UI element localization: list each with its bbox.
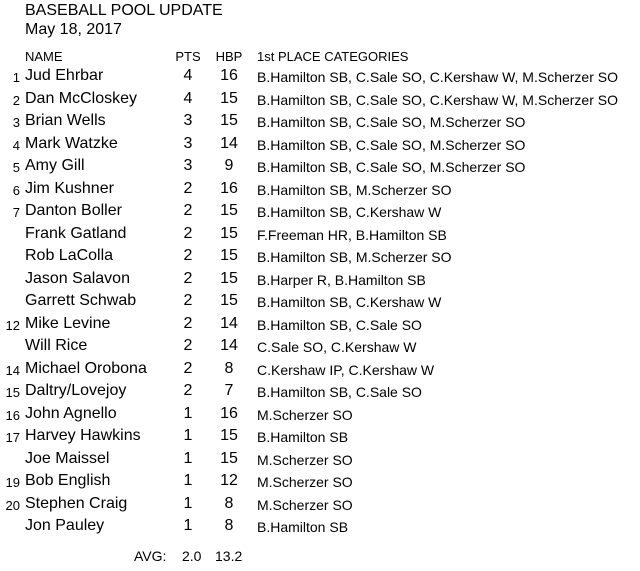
points-cell: 2: [183, 247, 193, 264]
hbp-cell: 14: [220, 314, 238, 332]
table-row: [0, 470, 640, 493]
points-cell: 3: [183, 157, 193, 174]
column-header-hbp: HBP: [215, 49, 243, 64]
rank-cell: 3: [12, 115, 20, 130]
points-cell: 2: [183, 314, 193, 332]
categories-cell: B.Hamilton SB, C.Sale SO, M.Scherzer SO: [257, 159, 526, 175]
table-row: [0, 155, 640, 178]
avg-pts: 2.0: [182, 548, 202, 564]
points-cell: 2: [183, 382, 193, 399]
table-row: [0, 380, 640, 403]
hbp-cell: 15: [220, 427, 238, 444]
hbp-cell: 15: [220, 247, 238, 264]
column-header-categories: 1st PLACE CATEGORIES: [257, 49, 409, 64]
rank-cell: 1: [12, 70, 20, 85]
rank-cell: 4: [12, 137, 20, 153]
player-name: Jon Pauley: [25, 517, 105, 534]
hbp-cell: 15: [220, 449, 238, 467]
categories-cell: B.Hamilton SB, C.Sale SO: [257, 384, 422, 400]
hbp-cell: 9: [224, 157, 234, 174]
player-name: Joe Maissel: [25, 449, 110, 467]
report-title: BASEBALL POOL UPDATE: [25, 2, 223, 19]
categories-cell: B.Hamilton SB: [257, 429, 349, 445]
hbp-cell: 15: [220, 269, 238, 287]
table-row: [0, 200, 640, 223]
points-cell: 3: [183, 134, 193, 152]
rank-cell: 2: [12, 92, 20, 108]
points-cell: 2: [183, 179, 193, 197]
points-cell: 2: [183, 269, 193, 287]
player-name: Amy Gill: [25, 157, 85, 174]
player-name: Brian Wells: [25, 112, 106, 129]
player-name: John Agnello: [25, 404, 117, 422]
hbp-cell: 8: [224, 494, 234, 512]
rank-cell: 20: [5, 497, 20, 513]
column-header-pts: PTS: [175, 49, 201, 64]
player-name: Frank Gatland: [25, 224, 127, 242]
categories-cell: B.Harper R, B.Hamilton SB: [257, 271, 426, 288]
column-header-name: NAME: [25, 49, 63, 64]
rank-cell: 15: [5, 385, 20, 400]
hbp-cell: 14: [220, 134, 238, 152]
hbp-cell: 7: [224, 382, 234, 399]
rank-cell: 6: [12, 182, 20, 198]
categories-cell: B.Hamilton SB, C.Sale SO, C.Kershaw W, M.Scherzer SO: [257, 91, 618, 108]
points-cell: 2: [183, 359, 193, 377]
categories-cell: B.Hamilton SB, C.Sale SO, M.Scherzer SO: [257, 136, 526, 153]
categories-cell: C.Sale SO, C.Kershaw W: [257, 339, 417, 355]
player-name: Harvey Hawkins: [25, 427, 141, 444]
categories-cell: B.Hamilton SB, C.Sale SO: [257, 316, 422, 333]
player-name: Bob English: [25, 472, 111, 489]
table-row: [0, 425, 640, 448]
categories-cell: M.Scherzer SO: [257, 474, 353, 490]
categories-cell: B.Hamilton SB, C.Kershaw W: [257, 294, 442, 310]
table-row: [0, 88, 640, 111]
table-row: [0, 448, 640, 471]
hbp-cell: 15: [220, 292, 238, 309]
table-row: [0, 133, 640, 156]
player-name: Stephen Craig: [25, 494, 128, 512]
report-date: May 18, 2017: [25, 21, 122, 38]
rank-cell: 14: [5, 362, 20, 378]
categories-cell: B.Hamilton SB: [257, 519, 349, 535]
points-cell: 1: [183, 517, 193, 534]
hbp-cell: 15: [220, 89, 238, 107]
hbp-cell: 15: [220, 224, 238, 242]
hbp-cell: 15: [220, 112, 238, 129]
categories-cell: M.Scherzer SO: [257, 406, 353, 423]
points-cell: 4: [183, 67, 193, 84]
categories-cell: B.Hamilton SB, M.Scherzer SO: [257, 249, 452, 265]
player-name: Garrett Schwab: [25, 292, 137, 309]
points-cell: 4: [183, 89, 193, 107]
table-row: [0, 178, 640, 201]
categories-cell: C.Kershaw IP, C.Kershaw W: [257, 361, 435, 378]
rank-cell: 17: [5, 430, 20, 445]
categories-cell: B.Hamilton SB, C.Kershaw W: [257, 204, 442, 220]
player-name: Daltry/Lovejoy: [25, 382, 127, 399]
hbp-cell: 14: [220, 337, 238, 354]
player-name: Jud Ehrbar: [25, 67, 104, 84]
table-row: [0, 110, 640, 133]
points-cell: 2: [183, 202, 193, 219]
player-name: Mark Watzke: [25, 134, 118, 152]
rank-cell: 5: [12, 160, 20, 175]
standings-table: [0, 65, 640, 538]
table-row: [0, 290, 640, 313]
hbp-cell: 16: [220, 404, 238, 422]
points-cell: 1: [183, 427, 193, 444]
categories-cell: B.Hamilton SB, M.Scherzer SO: [257, 181, 452, 198]
hbp-cell: 8: [224, 359, 234, 377]
hbp-cell: 15: [220, 202, 238, 219]
points-cell: 2: [183, 337, 193, 354]
points-cell: 1: [183, 472, 193, 489]
player-name: Jim Kushner: [25, 179, 114, 197]
rank-cell: 19: [5, 475, 20, 490]
rank-cell: 7: [12, 205, 20, 220]
categories-cell: B.Hamilton SB, C.Sale SO, M.Scherzer SO: [257, 114, 526, 130]
categories-cell: M.Scherzer SO: [257, 451, 353, 468]
player-name: Danton Boller: [25, 202, 122, 219]
points-cell: 1: [183, 404, 193, 422]
points-cell: 2: [183, 292, 193, 309]
categories-cell: F.Freeman HR, B.Hamilton SB: [257, 226, 447, 243]
table-row: [0, 335, 640, 358]
table-row: [0, 223, 640, 246]
hbp-cell: 12: [220, 472, 238, 489]
player-name: Michael Orobona: [25, 359, 147, 377]
table-row: [0, 403, 640, 426]
hbp-cell: 16: [220, 179, 238, 197]
points-cell: 2: [183, 224, 193, 242]
player-name: Rob LaColla: [25, 247, 114, 264]
table-row: [0, 313, 640, 336]
player-name: Dan McCloskey: [25, 89, 138, 107]
hbp-cell: 8: [224, 517, 234, 534]
table-row: [0, 493, 640, 516]
categories-cell: B.Hamilton SB, C.Sale SO, C.Kershaw W, M.Scherzer SO: [257, 69, 618, 85]
avg-label: AVG:: [134, 548, 167, 564]
player-name: Will Rice: [25, 337, 88, 354]
table-row: [0, 515, 640, 538]
avg-hbp: 13.2: [215, 548, 243, 564]
player-name: Mike Levine: [25, 314, 111, 332]
player-name: Jason Salavon: [25, 269, 130, 287]
table-row: [0, 268, 640, 291]
categories-cell: M.Scherzer SO: [257, 496, 353, 513]
table-row: [0, 358, 640, 381]
rank-cell: 12: [5, 317, 20, 333]
rank-cell: 16: [5, 407, 20, 423]
table-row: [0, 65, 640, 88]
hbp-cell: 16: [220, 67, 238, 84]
table-row: [0, 245, 640, 268]
points-cell: 1: [183, 494, 193, 512]
points-cell: 1: [183, 449, 193, 467]
points-cell: 3: [183, 112, 193, 129]
